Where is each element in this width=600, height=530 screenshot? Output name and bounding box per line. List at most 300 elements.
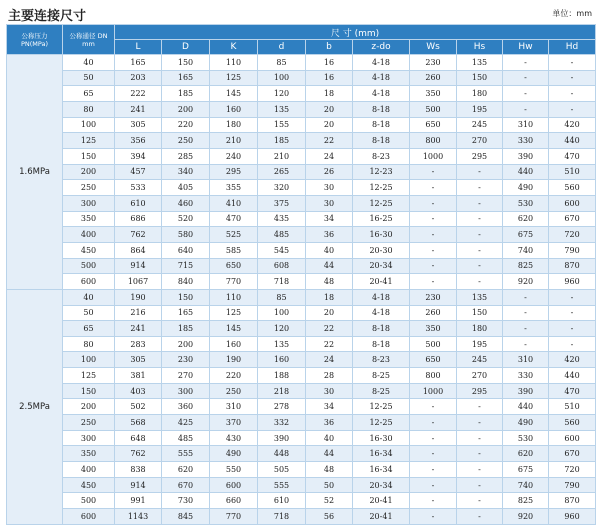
- dn-cell: 200: [63, 164, 115, 180]
- dimension-cell: 500: [410, 101, 457, 117]
- table-row: [7, 477, 596, 493]
- col-header-b: b: [306, 40, 353, 55]
- dimension-cell: 670: [549, 446, 596, 462]
- dimension-cell: 440: [503, 164, 549, 180]
- table-row: [7, 352, 596, 368]
- dimension-cell: 12-25: [353, 399, 410, 415]
- dimension-cell: 670: [549, 211, 596, 227]
- dimension-cell: 864: [115, 242, 162, 258]
- table-row: [7, 133, 596, 149]
- pressure-class-cell: 2.5MPa: [7, 289, 63, 524]
- dimension-cell: 20: [306, 101, 353, 117]
- table-row: [7, 227, 596, 243]
- dimension-cell: 305: [115, 352, 162, 368]
- dimension-cell: -: [410, 462, 457, 478]
- dimension-cell: 525: [210, 227, 258, 243]
- col-header-z-do: z-do: [353, 40, 410, 55]
- dn-cell: 600: [63, 274, 115, 290]
- dimension-cell: 405: [162, 180, 210, 196]
- table-row: [7, 336, 596, 352]
- dimension-cell: -: [410, 180, 457, 196]
- dimension-cell: 12-23: [353, 164, 410, 180]
- dimension-cell: 210: [258, 148, 306, 164]
- dimension-cell: -: [503, 101, 549, 117]
- dimension-cell: 270: [457, 368, 503, 384]
- dimension-cell: 914: [115, 477, 162, 493]
- dimension-cell: 720: [549, 462, 596, 478]
- dn-cell: 125: [63, 368, 115, 384]
- dimension-cell: 470: [549, 148, 596, 164]
- dimension-cell: 125: [210, 70, 258, 86]
- dimension-cell: 20-41: [353, 493, 410, 509]
- dimension-cell: -: [410, 164, 457, 180]
- dimension-cell: 110: [210, 289, 258, 305]
- dimension-cell: 920: [503, 274, 549, 290]
- dimension-cell: 240: [210, 148, 258, 164]
- dimension-cell: 20: [306, 117, 353, 133]
- dimension-cell: 203: [115, 70, 162, 86]
- dimension-cell: 160: [258, 352, 306, 368]
- dimension-cell: 660: [210, 493, 258, 509]
- table-row: [7, 55, 596, 71]
- dimension-cell: 125: [210, 305, 258, 321]
- dimension-cell: 295: [457, 148, 503, 164]
- dn-cell: 250: [63, 180, 115, 196]
- dimensions-group-header: 尺 寸 (mm): [115, 25, 596, 40]
- dimension-cell: -: [457, 446, 503, 462]
- dimension-cell: 920: [503, 509, 549, 525]
- dimension-cell: 185: [162, 321, 210, 337]
- pressure-header-line2: PN(MPa): [20, 39, 49, 48]
- dimension-cell: 1067: [115, 274, 162, 290]
- table-row: [7, 258, 596, 274]
- dimension-cell: 241: [115, 321, 162, 337]
- dimension-cell: 8-18: [353, 321, 410, 337]
- dimension-cell: 245: [457, 352, 503, 368]
- pressure-header-line1: 公称压力: [21, 31, 48, 40]
- dimension-cell: 675: [503, 462, 549, 478]
- dimension-cell: 190: [210, 352, 258, 368]
- dimension-cell: 8-18: [353, 336, 410, 352]
- dimension-cell: 740: [503, 477, 549, 493]
- dimension-cell: 16: [306, 70, 353, 86]
- dimension-cell: 278: [258, 399, 306, 415]
- dimension-cell: 320: [258, 180, 306, 196]
- dimension-cell: 285: [162, 148, 210, 164]
- dimension-cell: -: [549, 55, 596, 71]
- dimension-cell: 218: [258, 383, 306, 399]
- dimension-cell: -: [549, 86, 596, 102]
- dimension-cell: 310: [503, 352, 549, 368]
- table-row: [7, 415, 596, 431]
- dn-cell: 125: [63, 133, 115, 149]
- dimension-cell: -: [457, 509, 503, 525]
- dimension-cell: -: [457, 180, 503, 196]
- dimension-cell: 762: [115, 227, 162, 243]
- dimension-cell: 12-25: [353, 415, 410, 431]
- dimension-cell: 762: [115, 446, 162, 462]
- dimension-cell: 485: [258, 227, 306, 243]
- dimension-cell: 435: [258, 211, 306, 227]
- dimension-cell: 190: [115, 289, 162, 305]
- dimension-cell: 150: [457, 70, 503, 86]
- dimension-cell: -: [549, 101, 596, 117]
- dimension-cell: 110: [210, 55, 258, 71]
- dimension-cell: 533: [115, 180, 162, 196]
- dimension-cell: 790: [549, 477, 596, 493]
- dimension-cell: 222: [115, 86, 162, 102]
- dimension-cell: 675: [503, 227, 549, 243]
- dimension-cell: -: [457, 477, 503, 493]
- dimension-cell: 270: [162, 368, 210, 384]
- dimension-cell: 230: [410, 289, 457, 305]
- table-header: [7, 25, 596, 55]
- dimension-cell: 155: [258, 117, 306, 133]
- table-row: [7, 446, 596, 462]
- dimension-cell: -: [410, 211, 457, 227]
- dimension-cell: 350: [410, 86, 457, 102]
- dimension-table: [6, 24, 596, 525]
- dn-cell: 65: [63, 321, 115, 337]
- dimension-cell: 870: [549, 258, 596, 274]
- col-header-ws: Ws: [410, 40, 457, 55]
- dimension-cell: 20-30: [353, 242, 410, 258]
- dimension-cell: 330: [503, 133, 549, 149]
- dimension-cell: 165: [162, 70, 210, 86]
- dimension-cell: 16-34: [353, 446, 410, 462]
- dimension-cell: -: [549, 289, 596, 305]
- dn-cell: 80: [63, 101, 115, 117]
- dimension-cell: 1000: [410, 383, 457, 399]
- dimension-cell: -: [457, 258, 503, 274]
- dimension-cell: 770: [210, 274, 258, 290]
- dimension-cell: 425: [162, 415, 210, 431]
- dimension-cell: 28: [306, 368, 353, 384]
- dimension-cell: 120: [258, 86, 306, 102]
- dimension-cell: 30: [306, 180, 353, 196]
- table-row: [7, 289, 596, 305]
- dimension-cell: 16: [306, 55, 353, 71]
- dn-header: [63, 25, 115, 55]
- table-row: [7, 305, 596, 321]
- dimension-cell: 8-25: [353, 383, 410, 399]
- dimension-cell: -: [457, 164, 503, 180]
- dimension-cell: 914: [115, 258, 162, 274]
- dimension-cell: 1000: [410, 148, 457, 164]
- col-header-hs: Hs: [457, 40, 503, 55]
- dimension-cell: -: [457, 399, 503, 415]
- dimension-cell: 485: [162, 430, 210, 446]
- dimension-cell: 40: [306, 242, 353, 258]
- dimension-cell: 530: [503, 430, 549, 446]
- dimension-cell: 85: [258, 289, 306, 305]
- dimension-cell: 460: [162, 195, 210, 211]
- dimension-cell: 150: [162, 55, 210, 71]
- dimension-cell: 16-30: [353, 430, 410, 446]
- dimension-cell: 490: [503, 415, 549, 431]
- dimension-cell: 648: [115, 430, 162, 446]
- table-row: [7, 101, 596, 117]
- dimension-cell: 20-34: [353, 258, 410, 274]
- dimension-cell: 340: [162, 164, 210, 180]
- table-row: [7, 430, 596, 446]
- table-row: [7, 195, 596, 211]
- dimension-cell: 600: [210, 477, 258, 493]
- dimension-cell: 4-18: [353, 86, 410, 102]
- dimension-cell: 40: [306, 430, 353, 446]
- table-row: [7, 242, 596, 258]
- dimension-cell: 448: [258, 446, 306, 462]
- dn-cell: 50: [63, 305, 115, 321]
- dimension-cell: 8-23: [353, 352, 410, 368]
- dimension-cell: -: [410, 399, 457, 415]
- dn-header-line2: mm: [82, 39, 95, 48]
- page-title: 主要连接尺寸: [8, 9, 87, 24]
- dimension-cell: 510: [549, 164, 596, 180]
- dimension-cell: 600: [549, 430, 596, 446]
- dimension-cell: 440: [549, 368, 596, 384]
- dimension-cell: 650: [410, 352, 457, 368]
- dimension-cell: -: [410, 242, 457, 258]
- dimension-cell: -: [503, 305, 549, 321]
- dimension-cell: 210: [210, 133, 258, 149]
- dimension-cell: -: [457, 274, 503, 290]
- dimension-cell: 26: [306, 164, 353, 180]
- dimension-cell: 608: [258, 258, 306, 274]
- dimension-cell: 800: [410, 133, 457, 149]
- dimension-cell: 260: [410, 70, 457, 86]
- dimension-cell: -: [410, 227, 457, 243]
- dimension-cell: 825: [503, 493, 549, 509]
- dn-cell: 40: [63, 289, 115, 305]
- dimension-cell: 16-34: [353, 462, 410, 478]
- dimension-cell: 490: [503, 180, 549, 196]
- dimension-cell: 470: [549, 383, 596, 399]
- dimension-cell: 960: [549, 509, 596, 525]
- dimension-cell: 8-18: [353, 133, 410, 149]
- dimension-cell: -: [410, 415, 457, 431]
- dimension-cell: -: [410, 258, 457, 274]
- dimension-cell: 510: [549, 399, 596, 415]
- dn-cell: 300: [63, 195, 115, 211]
- dimension-cell: 100: [258, 70, 306, 86]
- dimension-cell: 310: [503, 117, 549, 133]
- dimension-cell: 165: [162, 305, 210, 321]
- dimension-cell: 825: [503, 258, 549, 274]
- dimension-cell: 555: [162, 446, 210, 462]
- dimension-cell: 120: [258, 321, 306, 337]
- dimension-cell: 150: [457, 305, 503, 321]
- dimension-cell: 160: [210, 101, 258, 117]
- dimension-cell: 4-18: [353, 289, 410, 305]
- dimension-cell: 560: [549, 180, 596, 196]
- dimension-cell: 840: [162, 274, 210, 290]
- dimension-cell: 420: [549, 352, 596, 368]
- dimension-cell: -: [503, 321, 549, 337]
- dimension-cell: 410: [210, 195, 258, 211]
- table-row: [7, 164, 596, 180]
- dimension-cell: -: [457, 242, 503, 258]
- dimension-cell: 265: [258, 164, 306, 180]
- dimension-cell: 370: [210, 415, 258, 431]
- dimension-cell: 620: [162, 462, 210, 478]
- dimension-cell: 440: [503, 399, 549, 415]
- table-row: [7, 462, 596, 478]
- dimension-cell: -: [410, 509, 457, 525]
- dimension-cell: -: [503, 55, 549, 71]
- dimension-cell: 960: [549, 274, 596, 290]
- dimension-cell: 200: [162, 336, 210, 352]
- dimension-cell: 4-18: [353, 70, 410, 86]
- dimension-cell: 620: [503, 211, 549, 227]
- dn-cell: 300: [63, 430, 115, 446]
- dimension-cell: 188: [258, 368, 306, 384]
- dimension-cell: -: [457, 227, 503, 243]
- dimension-cell: 457: [115, 164, 162, 180]
- dimension-cell: 390: [503, 148, 549, 164]
- dimension-cell: 24: [306, 352, 353, 368]
- dn-cell: 250: [63, 415, 115, 431]
- dimension-cell: -: [503, 336, 549, 352]
- dimension-cell: 381: [115, 368, 162, 384]
- table-row: [7, 321, 596, 337]
- dn-cell: 65: [63, 86, 115, 102]
- dimension-cell: 85: [258, 55, 306, 71]
- dimension-cell: 470: [210, 211, 258, 227]
- dimension-cell: 355: [210, 180, 258, 196]
- dimension-cell: 390: [258, 430, 306, 446]
- dimension-cell: 52: [306, 493, 353, 509]
- dimension-cell: 610: [258, 493, 306, 509]
- dimension-cell: 36: [306, 227, 353, 243]
- dimension-cell: 245: [457, 117, 503, 133]
- dimension-cell: 30: [306, 383, 353, 399]
- dimension-cell: -: [457, 195, 503, 211]
- dimension-cell: 4-18: [353, 55, 410, 71]
- dimension-cell: -: [457, 462, 503, 478]
- dimension-cell: -: [457, 211, 503, 227]
- dimension-cell: 195: [457, 101, 503, 117]
- dimension-cell: 640: [162, 242, 210, 258]
- pressure-class-cell: 1.6MPa: [7, 55, 63, 290]
- dimension-cell: 330: [503, 368, 549, 384]
- col-header-l: L: [115, 40, 162, 55]
- dimension-cell: 135: [457, 55, 503, 71]
- dimension-cell: -: [549, 305, 596, 321]
- dn-cell: 400: [63, 462, 115, 478]
- dn-cell: 500: [63, 258, 115, 274]
- dn-cell: 100: [63, 117, 115, 133]
- dn-cell: 80: [63, 336, 115, 352]
- dn-cell: 50: [63, 70, 115, 86]
- dimension-cell: 650: [410, 117, 457, 133]
- dimension-cell: 295: [457, 383, 503, 399]
- dn-header-line1: 公称通径 DN: [69, 31, 108, 40]
- dn-cell: 450: [63, 477, 115, 493]
- dn-cell: 450: [63, 242, 115, 258]
- col-header-d-outer: D: [162, 40, 210, 55]
- dimension-cell: -: [410, 446, 457, 462]
- dimension-cell: 22: [306, 321, 353, 337]
- dimension-cell: -: [549, 336, 596, 352]
- dimension-cell: 220: [210, 368, 258, 384]
- dimension-cell: 22: [306, 133, 353, 149]
- dimension-cell: 4-18: [353, 305, 410, 321]
- dimension-cell: 16-25: [353, 211, 410, 227]
- dimension-cell: 505: [258, 462, 306, 478]
- dimension-cell: -: [503, 289, 549, 305]
- dimension-cell: 230: [162, 352, 210, 368]
- dimension-cell: 216: [115, 305, 162, 321]
- dimension-cell: 230: [410, 55, 457, 71]
- dimension-cell: 585: [210, 242, 258, 258]
- dimension-cell: 260: [410, 305, 457, 321]
- table-body: [7, 55, 596, 525]
- dimension-cell: 165: [115, 55, 162, 71]
- dimension-cell: 715: [162, 258, 210, 274]
- dimension-cell: 241: [115, 101, 162, 117]
- dimension-cell: 20-41: [353, 509, 410, 525]
- dimension-cell: 991: [115, 493, 162, 509]
- dimension-cell: 620: [503, 446, 549, 462]
- dimension-cell: -: [410, 195, 457, 211]
- dimension-cell: 545: [258, 242, 306, 258]
- dimension-cell: 550: [210, 462, 258, 478]
- dimension-cell: 48: [306, 462, 353, 478]
- dimension-cell: 50: [306, 477, 353, 493]
- dimension-cell: 670: [162, 477, 210, 493]
- dimension-cell: 12-25: [353, 195, 410, 211]
- dimension-cell: 180: [457, 86, 503, 102]
- table-row: [7, 368, 596, 384]
- dimension-cell: 740: [503, 242, 549, 258]
- dimension-cell: 220: [162, 117, 210, 133]
- dn-cell: 400: [63, 227, 115, 243]
- dn-cell: 150: [63, 148, 115, 164]
- table-row: [7, 399, 596, 415]
- dimension-cell: 20-34: [353, 477, 410, 493]
- dimension-cell: 250: [210, 383, 258, 399]
- dn-cell: 600: [63, 509, 115, 525]
- dimension-cell: 34: [306, 399, 353, 415]
- col-header-hd: Hd: [549, 40, 596, 55]
- dimension-cell: 180: [210, 117, 258, 133]
- dn-cell: 200: [63, 399, 115, 415]
- dimension-cell: 135: [258, 101, 306, 117]
- dimension-cell: 568: [115, 415, 162, 431]
- dimension-cell: 600: [549, 195, 596, 211]
- dimension-cell: -: [410, 493, 457, 509]
- dimension-cell: -: [457, 493, 503, 509]
- dimension-cell: 270: [457, 133, 503, 149]
- dimension-cell: 502: [115, 399, 162, 415]
- unit-label: 单位：mm: [552, 9, 592, 18]
- dimension-cell: 310: [210, 399, 258, 415]
- dimension-cell: 520: [162, 211, 210, 227]
- dimension-cell: 44: [306, 258, 353, 274]
- dimension-cell: 394: [115, 148, 162, 164]
- pressure-header: [7, 25, 63, 55]
- dimension-cell: 36: [306, 415, 353, 431]
- dn-cell: 350: [63, 211, 115, 227]
- dimension-cell: 730: [162, 493, 210, 509]
- dimension-cell: -: [549, 321, 596, 337]
- dimension-cell: 356: [115, 133, 162, 149]
- dimension-cell: 1143: [115, 509, 162, 525]
- dimension-cell: 56: [306, 509, 353, 525]
- dimension-cell: 8-25: [353, 368, 410, 384]
- dimension-cell: 12-25: [353, 180, 410, 196]
